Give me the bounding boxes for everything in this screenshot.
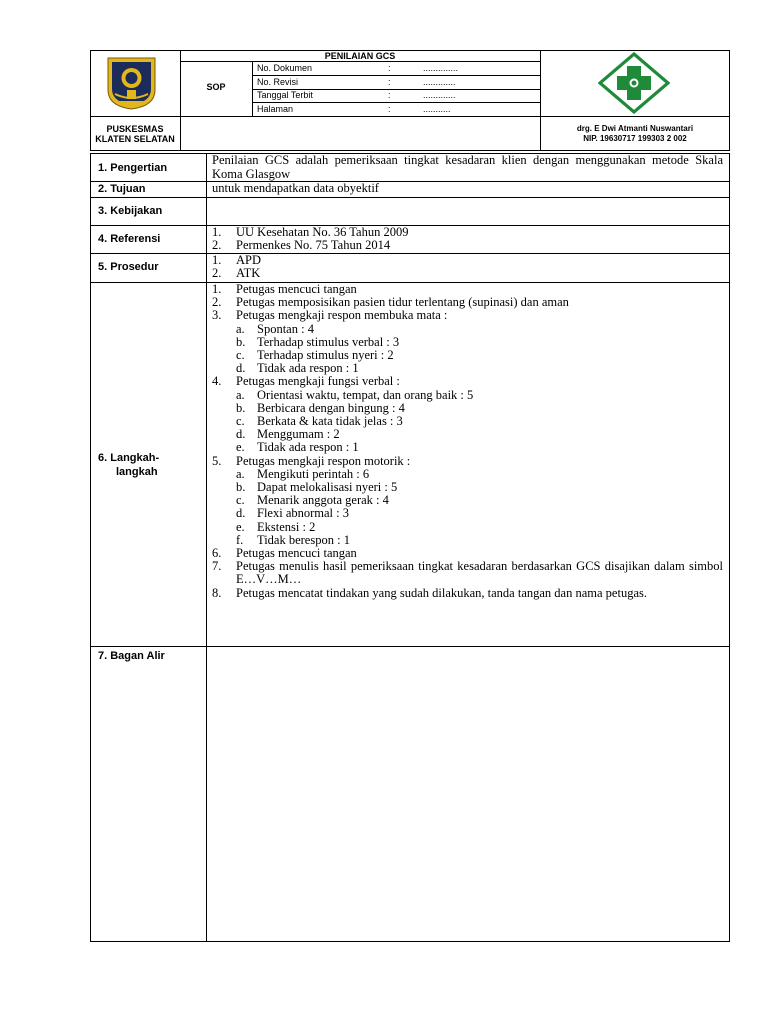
sop-label: SOP xyxy=(206,82,226,92)
signer-block xyxy=(540,124,730,144)
item-text: Menggumam : 2 xyxy=(257,427,340,442)
document-title: PENILAIAN GCS xyxy=(324,51,396,61)
label-langkah-line2: langkah xyxy=(116,466,158,478)
puskesmas-logo xyxy=(598,52,670,114)
item-letter: d. xyxy=(236,506,246,521)
item-text: Petugas mengkaji fungsi verbal : xyxy=(236,374,400,389)
field-sep: : xyxy=(388,77,391,87)
item-text: Terhadap stimulus nyeri : 2 xyxy=(257,348,394,363)
field-value-no-revisi: ............. xyxy=(423,77,456,87)
item-text: Berkata & kata tidak jelas : 3 xyxy=(257,414,403,429)
prosedur-list xyxy=(212,254,723,280)
label-langkah-line1: 6. Langkah- xyxy=(98,452,160,464)
org-name-line2: KLATEN SELATAN xyxy=(95,134,175,144)
item-text: Petugas memposisikan pasien tidur terlentang (supinasi) dan aman xyxy=(236,295,569,310)
item-letter: d. xyxy=(236,361,246,376)
item-text: Permenkes No. 75 Tahun 2014 xyxy=(236,238,391,253)
item-letter: c. xyxy=(236,414,245,429)
item-letter: b. xyxy=(236,480,246,495)
label-langkah xyxy=(98,451,159,479)
item-number: 1. xyxy=(212,253,222,267)
item-text: Menarik anggota gerak : 4 xyxy=(257,493,389,508)
item-letter: c. xyxy=(236,493,245,508)
field-label-halaman: Halaman xyxy=(257,104,294,114)
item-number: 8. xyxy=(212,585,222,600)
item-text: Petugas menulis hasil pemeriksaan tingkat kesadaran berdasarkan GCS disajikan dalam simbol E…V…M… xyxy=(236,559,723,587)
step-item xyxy=(212,560,723,586)
field-sep: : xyxy=(388,63,391,73)
field-label-tanggal-terbit: Tanggal Terbit xyxy=(257,90,313,100)
item-text: Orientasi waktu, tempat, dan orang baik : 5 xyxy=(257,387,474,402)
item-text: Dapat melokalisasi nyeri : 5 xyxy=(257,480,398,495)
label-kebijakan: 3. Kebijakan xyxy=(98,205,163,217)
item-letter: b. xyxy=(236,334,246,349)
item-letter: a. xyxy=(236,321,245,336)
item-text: Mengikuti perintah : 6 xyxy=(257,466,370,481)
org-name xyxy=(90,124,180,144)
item-text: Berbicara dengan bingung : 4 xyxy=(257,400,405,415)
field-value-halaman: ........... xyxy=(423,104,451,114)
org-name-line1: PUSKESMAS xyxy=(106,124,164,134)
item-text: Tidak ada respon : 1 xyxy=(257,361,359,376)
item-text: Terhadap stimulus verbal : 3 xyxy=(257,334,400,349)
langkah-list xyxy=(212,283,723,600)
regency-logo xyxy=(105,56,158,110)
item-number: 3. xyxy=(212,308,222,323)
item-number: 7. xyxy=(212,559,222,574)
field-value-tanggal-terbit: ............. xyxy=(423,90,456,100)
referensi-list xyxy=(212,226,723,252)
item-number: 2. xyxy=(212,266,222,281)
label-pengertian: 1. Pengertian xyxy=(98,162,168,174)
item-number: 4. xyxy=(212,374,222,389)
label-prosedur: 5. Prosedur xyxy=(98,261,159,273)
list-item xyxy=(212,267,723,280)
item-letter: e. xyxy=(236,519,245,534)
field-sep: : xyxy=(388,90,391,100)
pengertian-text: Penilaian GCS adalah pemeriksaan tingkat kesadaran klien dengan menggunakan metode Skala Koma Glasgow xyxy=(212,153,723,181)
item-letter: d. xyxy=(236,427,246,442)
field-sep: : xyxy=(388,104,391,114)
signer-nip: NIP. 19630717 199303 2 002 xyxy=(583,134,687,143)
item-text: Flexi abnormal : 3 xyxy=(257,506,349,521)
field-label-no-revisi: No. Revisi xyxy=(257,77,299,87)
item-text: Ekstensi : 2 xyxy=(257,519,316,534)
item-text: Petugas mencatat tindakan yang sudah dilakukan, tanda tangan dan nama petugas. xyxy=(236,585,647,600)
item-number: 1. xyxy=(212,282,222,296)
list-item xyxy=(212,254,723,267)
item-letter: f. xyxy=(236,532,244,547)
list-item xyxy=(212,239,723,252)
item-text: UU Kesehatan No. 36 Tahun 2009 xyxy=(236,225,409,239)
item-text: ATK xyxy=(236,266,261,281)
item-letter: a. xyxy=(236,466,245,481)
label-referensi: 4. Referensi xyxy=(98,233,161,245)
item-text: Tidak berespon : 1 xyxy=(257,532,350,547)
item-text: Petugas mencuci tangan xyxy=(236,282,357,296)
item-text: APD xyxy=(236,253,262,267)
item-letter: b. xyxy=(236,400,246,415)
item-number: 2. xyxy=(212,238,222,253)
step-item xyxy=(212,587,723,600)
signer-name: drg. E Dwi Atmanti Nuswantari xyxy=(576,124,694,133)
tujuan-text: untuk mendapatkan data obyektif xyxy=(212,181,379,195)
item-text: Petugas mengkaji respon motorik : xyxy=(236,453,411,468)
item-text: Tidak ada respon : 1 xyxy=(257,440,359,455)
item-number: 1. xyxy=(212,225,222,239)
item-text: Petugas mengkaji respon membuka mata : xyxy=(236,308,448,323)
label-bagan-alir: 7. Bagan Alir xyxy=(98,650,165,662)
item-letter: e. xyxy=(236,440,245,455)
item-text: Spontan : 4 xyxy=(257,321,314,336)
field-label-no-dokumen: No. Dokumen xyxy=(257,63,313,73)
item-number: 2. xyxy=(212,295,222,310)
item-number: 5. xyxy=(212,453,222,468)
item-number: 6. xyxy=(212,546,222,561)
item-letter: a. xyxy=(236,387,245,402)
field-value-no-dokumen: .............. xyxy=(423,63,459,73)
label-tujuan: 2. Tujuan xyxy=(98,183,146,195)
item-text: Petugas mencuci tangan xyxy=(236,546,357,561)
item-letter: c. xyxy=(236,348,245,363)
